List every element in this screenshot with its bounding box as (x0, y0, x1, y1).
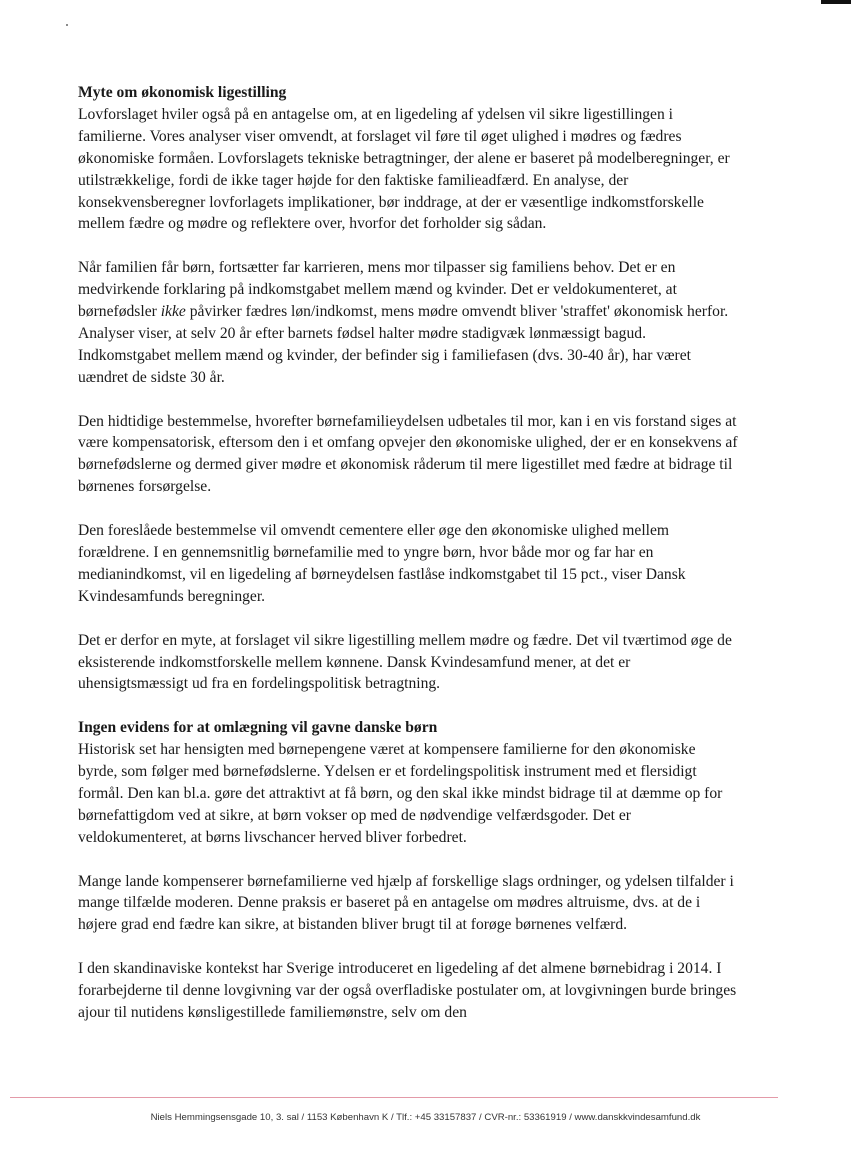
scan-corner-mark (821, 0, 851, 4)
paragraph: Lovforslaget hviler også på en antagelse om, at en ligedeling af ydelsen vil sikre ligestillingen i familierne. Vores analyser viser omvendt, at forslaget vil føre til øget ulighed i mødres og fædres økonomiske formåen. Lovforslagets tekniske betragtninger, der alene er baseret på modelberegninger, er utilstrækkelige, fordi de ikke tager højde for den faktiske familieadfærd. En analyse, der konsekvensberegner lovforlagets implikationer, bør inddrage, at der er væsentlige indkomstforskelle mellem fædre og mødre og reflektere over, hvorfor det forholder sig sådan. (78, 105, 730, 233)
paragraph: I den skandinaviske kontekst har Sverige introduceret en ligedeling af det almene børnebidrag i 2014. I forarbejderne til denne lovgivning var der også overfladiske postulater om, at lovgivningen burde bringes ajour til nutidens kønsligestillede familiemønstre, selv om den (78, 960, 737, 1021)
paragraph: Historisk set har hensigten med børnepengene været at kompensere familierne for den økonomiske byrde, som følger med børnefødslerne. Ydelsen er et fordelingspolitisk instrument med et flersidigt formål. Den kan bl.a. gøre det attraktivt at få børn, og den skal ikke mindst bidrage til at dæmme op for børnefattigdom ved at sikre, at børn vokser op med de nødvendige velfærdsgoder. Det er veldokumenteret, at børns livschancer herved bliver forbedret. (78, 741, 723, 846)
section-heading: Myte om økonomisk ligestilling (78, 84, 287, 101)
footer-address: Niels Hemmingsensgade 10, 3. sal / 1153 København K / Tlf.: +45 33157837 / CVR-nr.: 53361919 / www.danskkvindesamfund.dk (150, 1112, 701, 1123)
paragraph: Den hidtidige bestemmelse, hvorefter børnefamilieydelsen udbetales til mor, kan i en vis forstand siges at være kompensatorisk, eftersom den i et omfang opvejer den økonomiske ulighed, der er en konsekvens af børnefødslerne og dermed giver mødre et økonomisk råderum til mere ligestillet med fædre at bidrage til børnenes forsørgelse. (78, 412, 738, 496)
paragraph: Når familien får børn, fortsætter far karrieren, mens mor tilpasser sig familiens behov. Det er en medvirkende forklaring på indkomstgabet mellem mænd og kvinder. Det er veldokumenteret, at børnefødsler ikke påvirker fædres løn/indkomst, mens mødre omvendt bliver 'straffet' økonomisk herfor. Analyser viser, at selv 20 år efter barnets fødsel halter mødre stadigvæk lønmæssigt bagud. Indkomstgabet mellem mænd og kvinder, der befinder sig i familiefasen (dvs. 30-40 år), har været uændret de sidste 30 år. (78, 259, 729, 386)
document-body (78, 82, 738, 1046)
paragraph: Det er derfor en myte, at forslaget vil sikre ligestilling mellem mødre og fædre. Det vil tværtimod øge de eksisterende indkomstforskelle mellem kønnene. Dansk Kvindesamfund mener, at det er uhensigtsmæssigt ud fra en fordelingspolitisk betragtning. (78, 631, 732, 693)
paragraph: Den foreslåede bestemmelse vil omvendt cementere eller øge den økonomiske ulighed mellem forældrene. I en gennemsnitlig børnefamilie med to yngre børn, hvor både mor og far har en medianindkomst, vil en ligedeling af børneydelsen fastlåse indkomstgabet til 15 pct., viser Dansk Kvindesamfunds beregninger. (78, 522, 686, 605)
footer-divider (10, 1097, 778, 1098)
section-economic-equality (78, 82, 738, 695)
paragraph: Mange lande kompenserer børnefamilierne ved hjælp af forskellige slags ordninger, og ydelsen tilfalder i mange tilfælde moderen. Denne praksis er baseret på en antagelse om mødres altruisme, dvs. at de i højere grad end fædre kan sikre, at bistanden bliver brugt til at forøge børnenes velfærd. (78, 872, 734, 934)
section-heading: Ingen evidens for at omlægning vil gavne danske børn (78, 719, 438, 737)
scan-dot (66, 24, 68, 26)
section-child-benefit-evidence (78, 717, 738, 1024)
